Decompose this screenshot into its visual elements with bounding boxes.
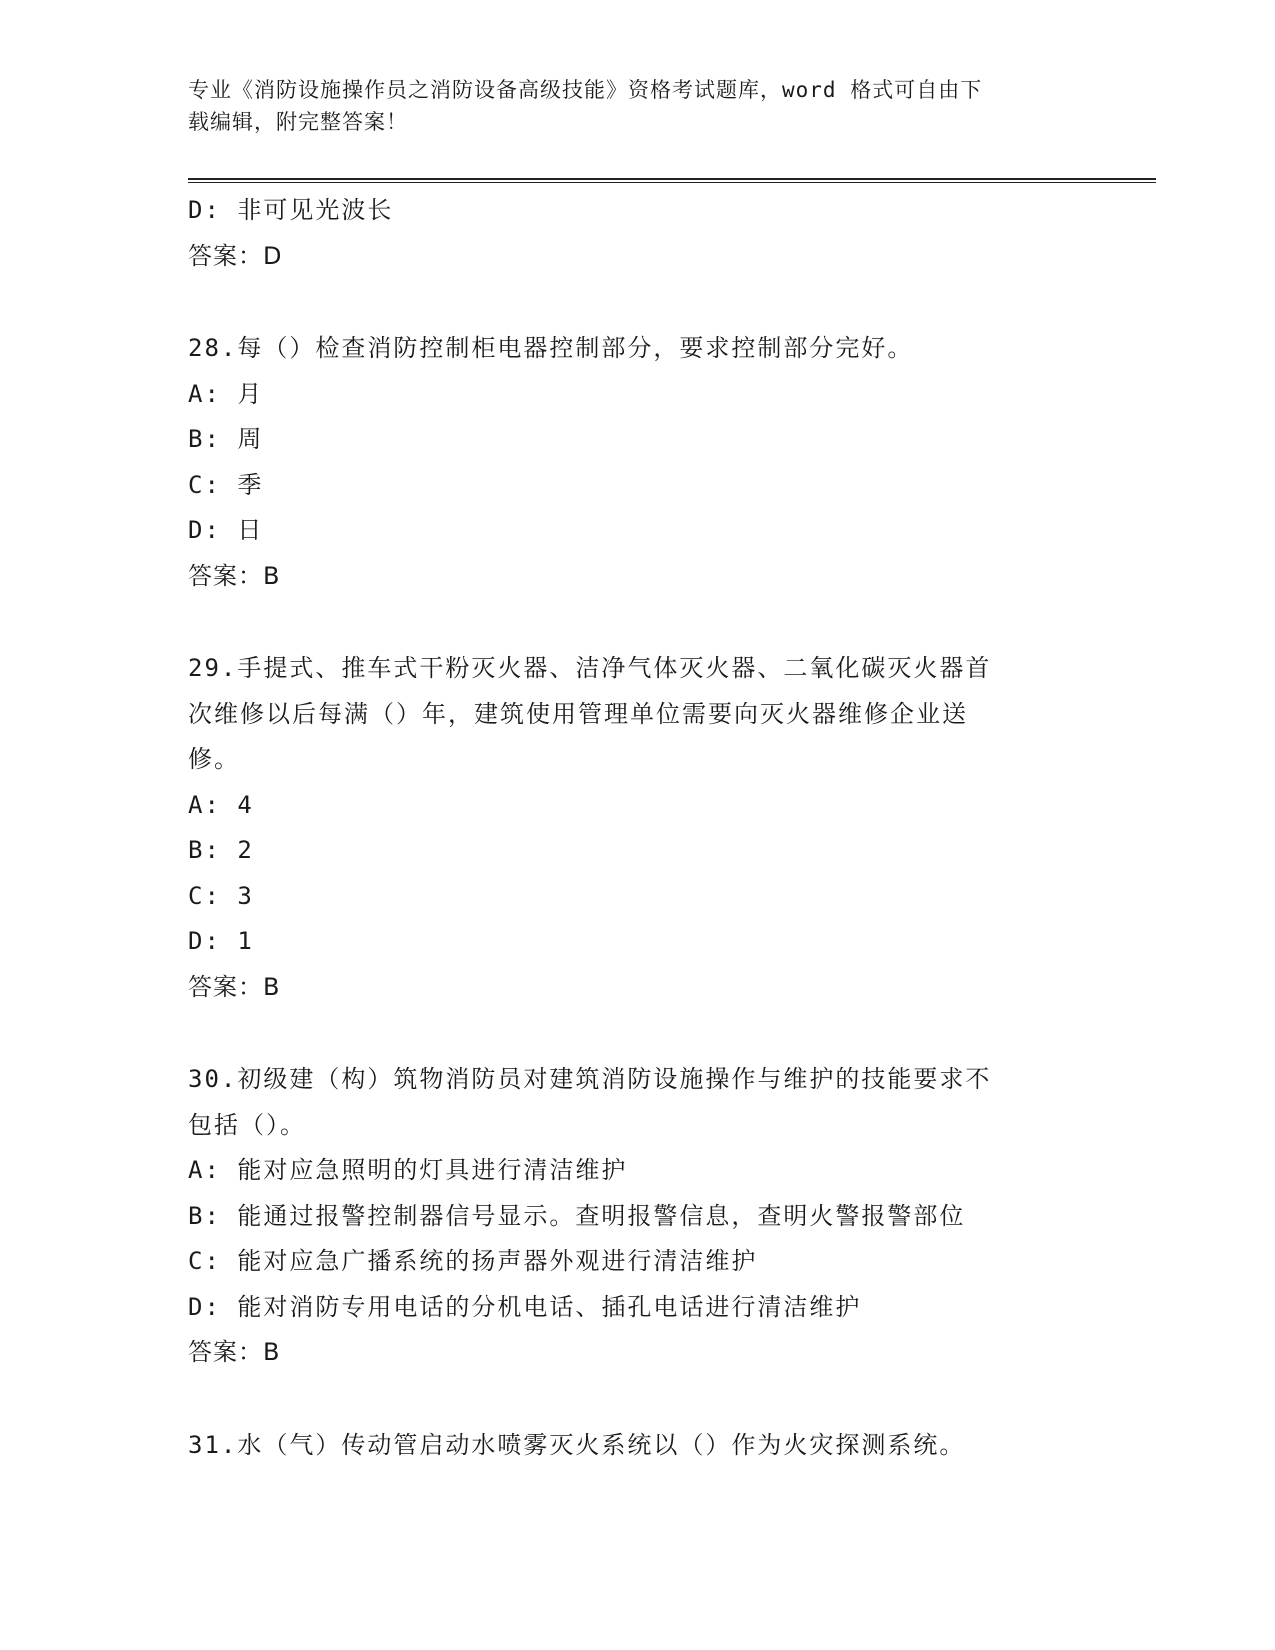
spacer — [188, 1376, 1088, 1423]
question-text: 30.初级建（构）筑物消防员对建筑消防设施操作与维护的技能要求不 — [188, 1065, 992, 1093]
option-b: B: 2 — [188, 836, 254, 864]
option-a: A: 4 — [188, 790, 254, 819]
question-text: 修。 — [188, 745, 240, 773]
spacer — [188, 599, 1088, 646]
header-line-2: 载编辑，附完整答案！ — [188, 110, 408, 134]
option-d: D: 非可见光波长 — [188, 196, 394, 224]
answer: 答案：B — [188, 1338, 281, 1366]
header-divider — [188, 178, 1156, 183]
spacer — [188, 279, 1088, 326]
option-d: D: 1 — [188, 927, 254, 955]
option-a: A: 月 — [188, 379, 264, 408]
question-text: 29.手提式、推车式干粉灭火器、洁净气体灭火器、二氧化碳灭火器首 — [188, 654, 992, 682]
option-c: C: 3 — [188, 881, 254, 910]
question-text: 31.水（气）传动管启动水喷雾灭火系统以（）作为火灾探测系统。 — [188, 1430, 966, 1459]
answer: 答案：B — [188, 972, 281, 1001]
question-text: 包括（）。 — [188, 1110, 306, 1139]
question-29 — [188, 646, 1088, 1010]
option-a: A: 能对应急照明的灯具进行清洁维护 — [188, 1156, 628, 1184]
header-line-1: 专业《消防设施操作员之消防设备高级技能》资格考试题库，word 格式可自由下 — [188, 78, 983, 102]
option-d: D: 能对消防专用电话的分机电话、插孔电话进行清洁维护 — [188, 1292, 862, 1321]
question-31 — [188, 1423, 1088, 1469]
option-c: C: 能对应急广播系统的扬声器外观进行清洁维护 — [188, 1247, 758, 1275]
option-d: D: 日 — [188, 516, 264, 544]
spacer — [188, 1010, 1088, 1057]
answer: 答案：D — [188, 241, 283, 270]
option-b: B: 能通过报警控制器信号显示。查明报警信息，查明火警报警部位 — [188, 1201, 966, 1230]
question-text: 28.每（）检查消防控制柜电器控制部分，要求控制部分完好。 — [188, 334, 914, 362]
page-header — [188, 74, 1068, 138]
answer: 答案：B — [188, 561, 281, 590]
option-c: C: 季 — [188, 470, 264, 499]
question-list — [188, 188, 1088, 1468]
question-text: 次维修以后每满（）年，建筑使用管理单位需要向灭火器维修企业送 — [188, 699, 968, 728]
question-28 — [188, 326, 1088, 599]
question-30 — [188, 1057, 1088, 1376]
option-b: B: 周 — [188, 425, 264, 453]
